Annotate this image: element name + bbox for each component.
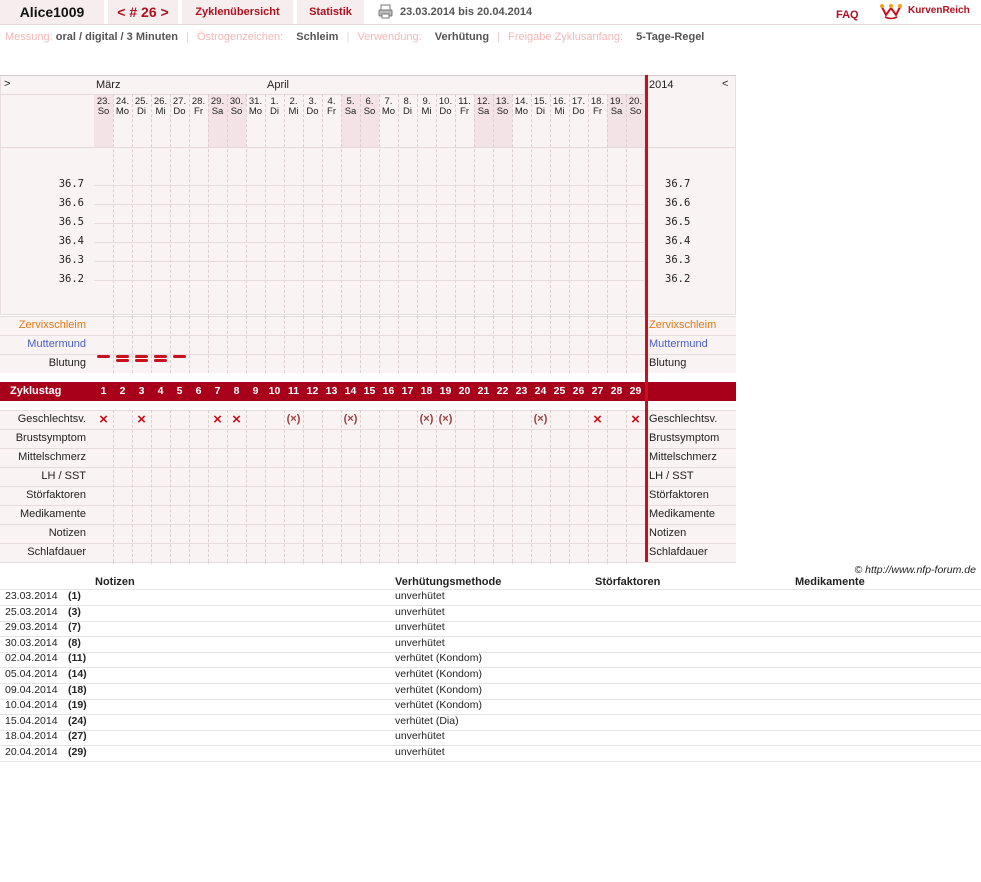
row-label: LH / SST (41, 470, 86, 482)
day-weekday: Fr (194, 106, 203, 117)
table-row (0, 590, 981, 606)
year-label: 2014 (649, 79, 674, 91)
grid-line (208, 410, 209, 562)
intercourse-mark[interactable]: (×) (343, 413, 358, 425)
day-date: 2. (289, 96, 298, 107)
logo-text[interactable]: KurvenReich (908, 5, 970, 16)
month-label: April (267, 79, 290, 91)
table-row (0, 621, 981, 637)
row-label: Geschlechtsv. (17, 413, 86, 425)
table-row (0, 715, 981, 731)
day-weekday: Fr (593, 106, 602, 117)
row-label-right: Blutung (649, 357, 687, 369)
row-label: Brustsymptom (15, 432, 86, 444)
intercourse-mark[interactable]: (×) (419, 413, 434, 425)
day-date: 26. (153, 96, 168, 107)
grid-line (227, 410, 228, 562)
grid-line (132, 410, 133, 562)
table-row (0, 699, 981, 715)
row-label-right: Zervixschleim (649, 319, 717, 331)
temp-gridline (94, 223, 645, 224)
day-weekday: Fr (460, 106, 469, 117)
day-weekday: So (230, 106, 243, 117)
day-weekday: So (629, 106, 642, 117)
row-label: Störfaktoren (26, 489, 86, 501)
grid-line (607, 316, 608, 373)
cycle-day-number: 21 (477, 385, 490, 397)
day-date: 16. (552, 96, 567, 107)
row-label-right: Brustsymptom (649, 432, 720, 444)
day-date: 19. (609, 96, 624, 107)
method-header: Verhütungsmethode (395, 576, 502, 588)
chart-border (0, 75, 736, 76)
temp-tick-right: 36.5 (665, 216, 691, 228)
temp-tick-left: 36.5 (58, 216, 84, 228)
grid-line (208, 316, 209, 373)
table-row (0, 606, 981, 622)
grid-line (493, 410, 494, 562)
note-cycle-day: (27) (68, 730, 87, 743)
note-date: 09.04.2014 (5, 683, 58, 696)
note-date: 30.03.2014 (5, 636, 58, 649)
day-date: 13. (495, 96, 510, 107)
grid-line (284, 410, 285, 562)
cycle-day-number: 18 (420, 385, 433, 397)
note-method: verhütet (Kondom) (395, 668, 482, 680)
temp-tick-left: 36.2 (58, 273, 84, 285)
note-method: unverhütet (395, 636, 445, 649)
grid-line (303, 410, 304, 562)
intercourse-mark[interactable]: × (99, 411, 108, 428)
note-method: unverhütet (395, 746, 445, 758)
grid-line (265, 410, 266, 562)
intercourse-mark[interactable]: × (137, 411, 146, 428)
bleeding-mark (97, 355, 110, 358)
temp-tick-left: 36.3 (58, 254, 84, 266)
grid-line (151, 410, 152, 562)
crown-logo-icon[interactable] (880, 2, 902, 20)
note-cycle-day: (8) (68, 636, 81, 649)
cycle-day-number: 13 (325, 385, 338, 397)
intercourse-mark[interactable]: × (593, 411, 602, 428)
grid-line (588, 316, 589, 373)
cycle-day-number: 19 (439, 385, 452, 397)
day-date: 28. (191, 96, 206, 107)
note-cycle-day: (24) (68, 714, 87, 727)
info-value: 5-Tage-Regel (636, 31, 705, 43)
cycle-day-number: 15 (363, 385, 376, 397)
info-label: Messung: (5, 31, 53, 43)
grid-line (588, 410, 589, 562)
day-weekday: Mo (115, 106, 130, 117)
grid-line (550, 316, 551, 373)
chart-border (0, 562, 736, 563)
grid-line (227, 316, 228, 373)
grid-line (322, 316, 323, 373)
day-date: 17. (571, 96, 586, 107)
cycle-day-number: 23 (515, 385, 528, 397)
grid-line (322, 410, 323, 562)
day-weekday: Di (137, 106, 146, 117)
day-weekday: Di (270, 106, 279, 117)
temp-tick-left: 36.4 (58, 235, 84, 247)
note-method: unverhütet (395, 730, 445, 743)
date-range: 23.03.2014 bis 20.04.2014 (400, 6, 533, 18)
intercourse-mark[interactable]: × (631, 411, 640, 428)
grid-line (398, 410, 399, 562)
grid-line (170, 316, 171, 373)
divider: | (497, 31, 501, 43)
grid-line (569, 410, 570, 562)
day-weekday: Do (173, 106, 186, 117)
day-weekday: Sa (477, 106, 490, 117)
day-weekday: Di (536, 106, 545, 117)
note-method: verhütet (Kondom) (395, 652, 482, 665)
notes-header: Notizen (95, 576, 135, 588)
cycle-day-number: 6 (195, 385, 202, 397)
day-weekday: Mi (554, 106, 565, 117)
table-row (0, 668, 981, 684)
cycle-day-number: 7 (214, 385, 221, 397)
copyright: © http://www.nfp-forum.de (854, 564, 976, 576)
grid-line (246, 410, 247, 562)
table-row (0, 746, 981, 762)
cycle-day-number: 14 (344, 385, 357, 397)
print-icon[interactable] (378, 4, 393, 19)
day-weekday: Mi (288, 106, 299, 117)
day-weekday: Mo (248, 106, 263, 117)
note-cycle-day: (11) (68, 652, 87, 665)
temp-tick-left: 36.6 (58, 197, 84, 209)
bleeding-mark (116, 359, 129, 362)
cycle-day-number: 22 (496, 385, 509, 397)
note-date: 25.03.2014 (5, 605, 58, 618)
grid-line (246, 316, 247, 373)
intercourse-mark[interactable]: (×) (533, 413, 548, 425)
cycle-day-number: 17 (401, 385, 414, 397)
day-date: 20. (628, 96, 643, 107)
grid-line (284, 316, 285, 373)
day-weekday: Do (572, 106, 585, 117)
grid-line (303, 316, 304, 373)
faq-link[interactable]: FAQ (836, 9, 859, 21)
month-label: März (96, 79, 121, 91)
note-method: verhütet (Dia) (395, 714, 459, 727)
day-weekday: Mi (421, 106, 432, 117)
day-date: 31. (248, 96, 263, 107)
grid-line (151, 316, 152, 373)
row-label: Mittelschmerz (18, 451, 86, 463)
grid-line (455, 410, 456, 562)
temp-tick-right: 36.4 (665, 235, 691, 247)
note-cycle-day: (18) (68, 683, 87, 696)
cycle-day-number: 27 (591, 385, 604, 397)
day-date: 24. (115, 96, 130, 107)
day-weekday: So (496, 106, 509, 117)
row-label: Muttermund (27, 338, 86, 350)
bleeding-mark (173, 355, 186, 358)
row-label: Schlafdauer (27, 546, 86, 558)
cycle-day-number: 4 (157, 385, 164, 397)
grid-line (474, 316, 475, 373)
grid-line (417, 410, 418, 562)
cycle-day-number: 3 (138, 385, 145, 397)
row-label: Zervixschleim (18, 319, 86, 331)
bleeding-mark (135, 355, 148, 358)
table-row (0, 637, 981, 653)
scroll-left-arrow[interactable]: > (4, 78, 11, 90)
bleeding-mark (154, 355, 167, 358)
day-date: 23. (96, 96, 111, 107)
day-date: 12. (476, 96, 491, 107)
tab-statistics[interactable]: Statistik (297, 0, 364, 24)
note-cycle-day: (3) (68, 605, 81, 618)
user-name[interactable]: Alice1009 (0, 0, 104, 24)
day-date: 11. (458, 96, 471, 107)
day-weekday: Do (306, 106, 319, 117)
note-method: unverhütet (395, 621, 445, 634)
row-label-right: Medikamente (649, 508, 716, 520)
note-date: 20.04.2014 (5, 746, 58, 758)
row-label-right: Geschlechtsv. (649, 413, 718, 425)
grid-line (531, 316, 532, 373)
table-row (0, 652, 981, 668)
temp-tick-right: 36.2 (665, 273, 691, 285)
cycle-day-number: 8 (233, 385, 240, 397)
divider: | (186, 31, 189, 43)
day-date: 4. (327, 96, 336, 107)
note-cycle-day: (19) (68, 699, 87, 712)
day-weekday: Mo (381, 106, 396, 117)
info-label: Verwendung: (357, 31, 422, 43)
info-value: oral / digital / 3 Minuten (55, 31, 178, 43)
cycle-day-number: 26 (572, 385, 585, 397)
grid-line (512, 316, 513, 373)
table-row (0, 684, 981, 700)
day-date: 10. (438, 96, 453, 107)
disruptions-header: Störfaktoren (595, 576, 661, 588)
grid-line (550, 410, 551, 562)
cycle-day-number: 1 (100, 385, 107, 397)
cycle-day-number: 10 (268, 385, 281, 397)
cycle-day-label: Zyklustag (10, 385, 62, 397)
row-label: Blutung (48, 357, 86, 369)
spacer (0, 373, 736, 382)
grid-line (455, 316, 456, 373)
bleeding-mark (116, 355, 129, 358)
grid-line (398, 316, 399, 373)
grid-line (493, 316, 494, 373)
temp-gridline (94, 242, 645, 243)
grid-line (569, 316, 570, 373)
bleeding-mark (154, 359, 167, 362)
temp-gridline (94, 261, 645, 262)
grid-line (379, 410, 380, 562)
table-row (0, 730, 981, 746)
day-weekday: So (97, 106, 110, 117)
note-date: 10.04.2014 (5, 699, 58, 712)
day-date: 30. (229, 96, 244, 107)
day-date: 3. (308, 96, 317, 107)
cycle-day-number: 25 (553, 385, 566, 397)
row-label-right: Störfaktoren (649, 489, 709, 501)
row-label: Notizen (48, 527, 86, 539)
tab-cycle-overview[interactable]: Zyklenübersicht (182, 0, 293, 24)
temp-tick-right: 36.7 (665, 178, 691, 190)
note-method: verhütet (Kondom) (395, 699, 482, 712)
grid-line (436, 410, 437, 562)
grid-line (360, 410, 361, 562)
intercourse-mark[interactable]: × (213, 411, 222, 428)
row-label: Medikamente (19, 508, 86, 520)
cycle-day-number: 12 (306, 385, 319, 397)
bleeding-mark (135, 359, 148, 362)
grid-line (170, 410, 171, 562)
cycle-day-number: 24 (534, 385, 547, 397)
grid-line (512, 410, 513, 562)
day-weekday: Do (439, 106, 452, 117)
grid-line (360, 316, 361, 373)
grid-line (626, 316, 627, 373)
day-weekday: Di (403, 106, 412, 117)
info-value: Schleim (296, 31, 339, 43)
day-date: 18. (590, 96, 605, 107)
cycle-info-bar (5, 30, 704, 44)
grid-line (341, 410, 342, 562)
temp-gridline (94, 185, 645, 186)
temp-tick-right: 36.3 (665, 254, 691, 266)
cycle-day-number: 20 (458, 385, 471, 397)
day-date: 14. (514, 96, 529, 107)
today-separator (645, 75, 648, 562)
cycle-day-number: 29 (629, 385, 642, 397)
day-date: 15. (533, 96, 548, 107)
day-weekday: Mi (155, 106, 166, 117)
day-weekday: Sa (610, 106, 623, 117)
cycle-day-number: 2 (119, 385, 126, 397)
day-date: 8. (403, 96, 412, 107)
grid-line (474, 410, 475, 562)
info-value: Verhütung (434, 31, 490, 43)
day-weekday: Sa (211, 106, 224, 117)
grid-line (189, 410, 190, 562)
row-label-right: Notizen (649, 527, 687, 539)
day-date: 6. (365, 96, 374, 107)
note-cycle-day: (29) (68, 746, 87, 758)
cycle-day-number: 5 (176, 385, 183, 397)
grid-line (265, 316, 266, 373)
grid-line (417, 316, 418, 373)
day-date: 1. (270, 96, 279, 107)
note-date: 02.04.2014 (5, 652, 58, 665)
grid-line (132, 316, 133, 373)
day-weekday: Sa (344, 106, 357, 117)
note-method: verhütet (Kondom) (395, 683, 482, 696)
day-date: 27. (172, 96, 187, 107)
grid-line (341, 316, 342, 373)
day-weekday: Fr (327, 106, 336, 117)
note-method: unverhütet (395, 590, 445, 602)
intercourse-mark[interactable]: × (232, 411, 241, 428)
temp-tick-right: 36.6 (665, 197, 691, 209)
note-date: 18.04.2014 (5, 730, 58, 743)
cycle-navigator[interactable]: < # 26 > (108, 0, 178, 24)
day-weekday: So (363, 106, 376, 117)
grid-line (626, 410, 627, 562)
row-label-right: Mittelschmerz (649, 451, 717, 463)
day-date: 5. (346, 96, 355, 107)
intercourse-mark[interactable]: (×) (438, 413, 453, 425)
top-bar (0, 0, 981, 25)
medication-header: Medikamente (795, 576, 865, 588)
grid-line (607, 410, 608, 562)
note-cycle-day: (1) (68, 590, 81, 602)
cycle-day-number: 16 (382, 385, 395, 397)
note-method: unverhütet (395, 605, 445, 618)
row-label-right: Muttermund (649, 338, 708, 350)
day-weekday: Mo (514, 106, 529, 117)
grid-line (113, 316, 114, 373)
info-label: Östrogenzeichen: (196, 31, 284, 43)
note-date: 15.04.2014 (5, 714, 58, 727)
temp-gridline (94, 204, 645, 205)
cycle-day-number: 11 (287, 385, 300, 397)
scroll-right-arrow[interactable]: < (722, 78, 729, 90)
grid-line (189, 316, 190, 373)
grid-line (531, 410, 532, 562)
grid-line (113, 410, 114, 562)
row-label-right: Schlafdauer (649, 546, 708, 558)
day-date: 29. (210, 96, 225, 107)
day-date: 7. (384, 96, 393, 107)
grid-line (379, 316, 380, 373)
note-date: 23.03.2014 (5, 590, 58, 602)
divider: | (346, 31, 350, 43)
note-cycle-day: (7) (68, 621, 81, 634)
temp-tick-left: 36.7 (58, 178, 84, 190)
day-date: 25. (134, 96, 149, 107)
info-label: Freigabe Zyklusanfang: (508, 31, 624, 43)
spacer (0, 401, 736, 410)
cycle-day-number: 9 (252, 385, 259, 397)
note-cycle-day: (14) (68, 668, 87, 680)
day-date: 9. (422, 96, 431, 107)
header-divider (0, 589, 981, 590)
note-date: 05.04.2014 (5, 668, 58, 680)
row-label-right: LH / SST (649, 470, 694, 482)
cycle-day-number: 28 (610, 385, 623, 397)
grid-line (436, 316, 437, 373)
note-date: 29.03.2014 (5, 621, 58, 634)
intercourse-mark[interactable]: (×) (286, 413, 301, 425)
temp-gridline (94, 280, 645, 281)
